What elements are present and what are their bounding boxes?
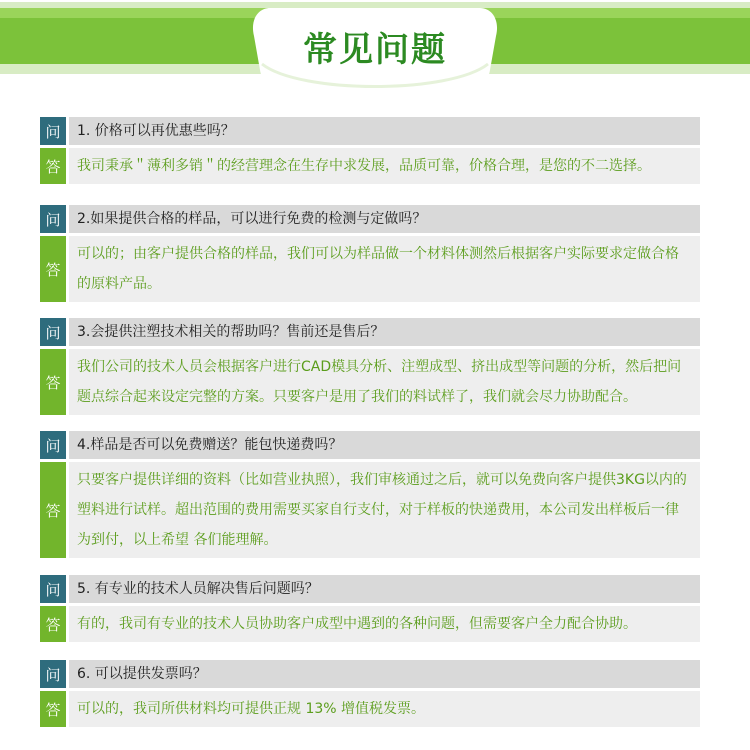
question-text: 4.样品是否可以免费赠送？能包快递费吗？ [69, 431, 700, 459]
question-badge: 问 [40, 318, 66, 346]
question-row [40, 431, 700, 459]
answer-row [40, 148, 700, 184]
answer-row [40, 236, 700, 302]
answer-row [40, 691, 700, 727]
question-text: 5. 有专业的技术人员解决售后问题吗？ [69, 575, 700, 603]
question-badge: 问 [40, 575, 66, 603]
question-row [40, 117, 700, 145]
faq-item-2 [40, 205, 700, 302]
answer-badge: 答 [40, 236, 66, 302]
question-row [40, 205, 700, 233]
faq-item-6 [40, 660, 700, 727]
question-text: 6. 可以提供发票吗？ [69, 660, 700, 688]
answer-text: 只要客户提供详细的资料（比如营业执照），我们审核通过之后，就可以免费向客户提供3KG以内的塑料进行试样。超出范围的费用需要买家自行支付，对于样板的快递费用，本公司发出样板后一律为到付，以上希望 各们能理解。 [69, 462, 700, 558]
answer-text: 我们公司的技术人员会根据客户进行CAD模具分析、注塑成型、挤出成型等问题的分析，然后把问题点综合起来设定完整的方案。只要客户是用了我们的料试样了，我们就会尽力协助配合。 [69, 349, 700, 415]
question-text: 2.如果提供合格的样品，可以进行免费的检测与定做吗？ [69, 205, 700, 233]
question-text: 1. 价格可以再优惠些吗？ [69, 117, 700, 145]
question-text: 3.会提供注塑技术相关的帮助吗？售前还是售后？ [69, 318, 700, 346]
faq-item-1 [40, 117, 700, 184]
answer-badge: 答 [40, 691, 66, 727]
answer-row [40, 349, 700, 415]
question-badge: 问 [40, 431, 66, 459]
faq-item-4 [40, 431, 700, 558]
question-badge: 问 [40, 205, 66, 233]
answer-badge: 答 [40, 148, 66, 184]
question-badge: 问 [40, 660, 66, 688]
faq-item-3 [40, 318, 700, 415]
answer-badge: 答 [40, 606, 66, 642]
answer-badge: 答 [40, 349, 66, 415]
faq-item-5 [40, 575, 700, 642]
page-title: 常见问题 [303, 30, 447, 70]
question-row [40, 318, 700, 346]
answer-row [40, 462, 700, 558]
question-row [40, 575, 700, 603]
answer-badge: 答 [40, 462, 66, 558]
question-badge: 问 [40, 117, 66, 145]
answer-text: 可以的；由客户提供合格的样品，我们可以为样品做一个材料体测然后根据客户实际要求定做合格的原料产品。 [69, 236, 700, 302]
answer-text: 有的，我司有专业的技术人员协助客户成型中遇到的各种问题，但需要客户全力配合协助。 [69, 606, 700, 642]
answer-text: 可以的，我司所供材料均可提供正规 13% 增值税发票。 [69, 691, 700, 727]
answer-text: 我司秉承＂薄利多销＂的经营理念在生存中求发展，品质可靠，价格合理，是您的不二选择。 [69, 148, 700, 184]
header-banner [0, 0, 750, 96]
answer-row [40, 606, 700, 642]
question-row [40, 660, 700, 688]
